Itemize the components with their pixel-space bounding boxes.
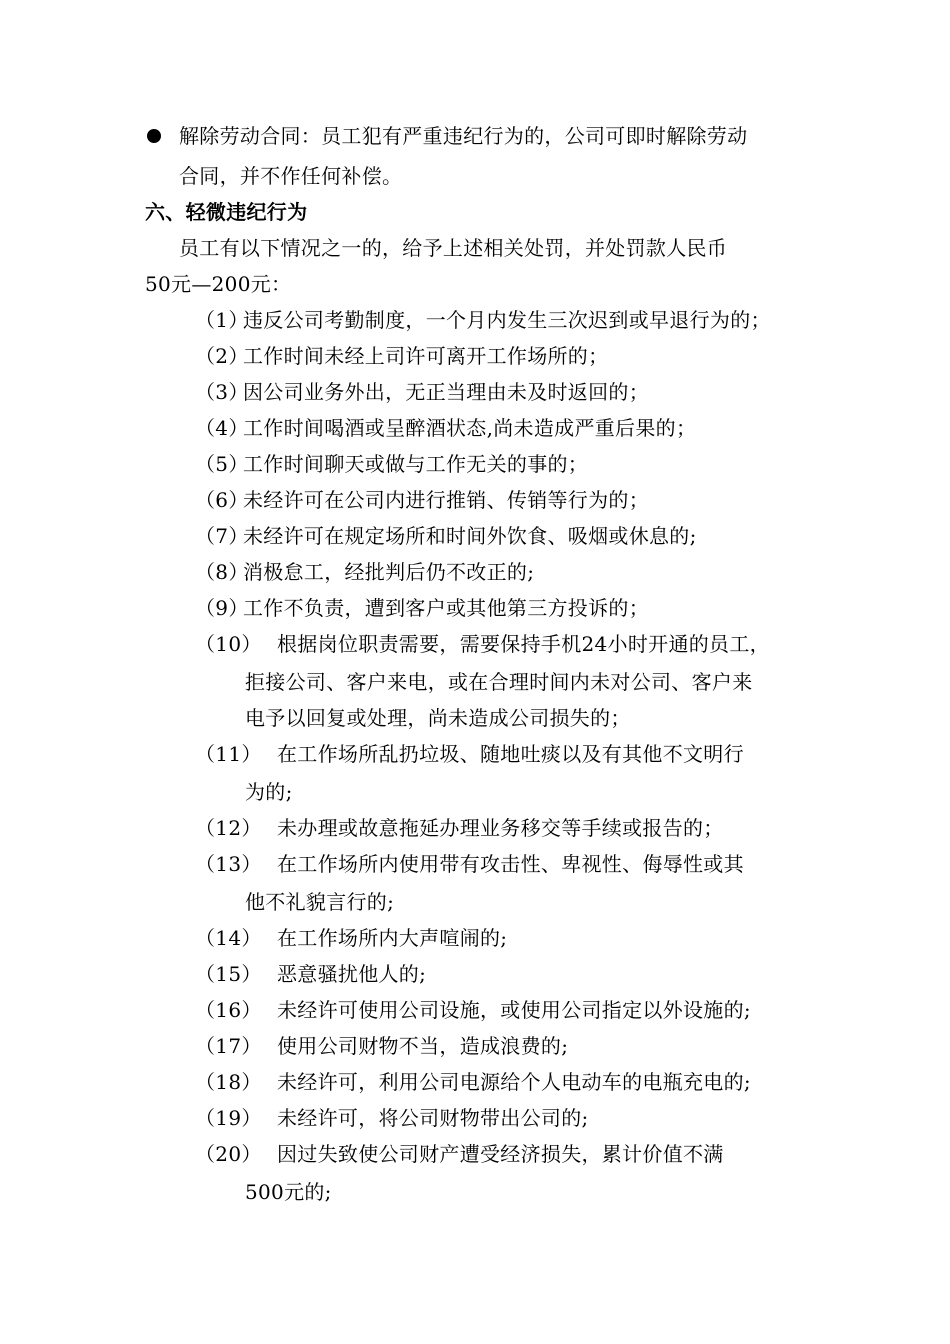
list-item (195, 308, 771, 332)
item-continuation: 500元的; (245, 1180, 332, 1204)
item-number: （20） (195, 1142, 262, 1166)
item-text: 未办理或故意拖延办理业务移交等手续或报告的； (277, 816, 724, 840)
item-continuation: 电予以回复或处理，尚未造成公司损失的； (245, 706, 631, 730)
item-number: （2） (195, 344, 249, 368)
item-continuation: 拒接公司、客户来电，或在合理时间内未对公司、客户来 (245, 670, 753, 694)
item-text: 工作时间喝酒或呈醉酒状态,尚未造成严重后果的； (243, 416, 697, 440)
item-text: 根据岗位职责需要，需要保持手机24小时开通的员工， (277, 632, 770, 656)
section-heading: 六、轻微违纪行为 (145, 200, 308, 224)
item-text: 未经许可使用公司设施，或使用公司指定以外设施的; (277, 998, 751, 1022)
item-number: （11） (195, 742, 262, 766)
item-text: 在工作场所乱扔垃圾、随地吐痰以及有其他不文明行 (277, 742, 744, 766)
list-item (195, 1106, 589, 1130)
item-text: 在工作场所内使用带有攻击性、卑视性、侮辱性或其 (277, 852, 744, 876)
list-item (195, 596, 649, 620)
item-number: （14） (195, 926, 262, 950)
item-text: 工作时间聊天或做与工作无关的事的； (243, 452, 589, 476)
section-intro-line-1: 员工有以下情况之一的，给予上述相关处罚，并处罚款人民币 (179, 236, 728, 260)
item-number: （18） (195, 1070, 262, 1094)
item-text: 未经许可在公司内进行推销、传销等行为的； (243, 488, 649, 512)
list-item (195, 452, 588, 476)
list-item (195, 524, 697, 548)
item-text: 未经许可在规定场所和时间外饮食、吸烟或休息的; (243, 524, 697, 548)
list-item (195, 380, 649, 404)
bullet-text-line-1: 解除劳动合同：员工犯有严重违纪行为的，公司可即时解除劳动 (179, 124, 748, 148)
list-item (195, 962, 426, 986)
item-text: 使用公司财物不当，造成浪费的; (277, 1034, 569, 1058)
item-number: （19） (195, 1106, 262, 1130)
item-number: （9） (195, 596, 249, 620)
item-number: （16） (195, 998, 262, 1022)
list-item (195, 1070, 751, 1094)
item-continuation: 为的; (245, 780, 293, 804)
item-number: （7） (195, 524, 249, 548)
item-text: 工作时间未经上司许可离开工作场所的； (243, 344, 609, 368)
item-number: （5） (195, 452, 249, 476)
item-text: 违反公司考勤制度，一个月内发生三次迟到或早退行为的； (243, 308, 771, 332)
item-number: （1） (195, 308, 249, 332)
item-number: （3） (195, 380, 249, 404)
list-item (195, 416, 696, 440)
item-number: （12） (195, 816, 262, 840)
item-number: （4） (195, 416, 249, 440)
item-number: （15） (195, 962, 262, 986)
item-text: 恶意骚扰他人的; (277, 962, 427, 986)
item-number: （8） (195, 560, 249, 584)
list-item (195, 998, 751, 1022)
list-item (195, 488, 649, 512)
item-text: 工作不负责，遭到客户或其他第三方投诉的； (243, 596, 649, 620)
item-text: 因公司业务外出，无正当理由未及时返回的； (243, 380, 649, 404)
item-number: （6） (195, 488, 249, 512)
list-item (195, 1034, 568, 1058)
list-item (195, 1142, 724, 1166)
item-text: 在工作场所内大声喧闹的; (277, 926, 508, 950)
item-number: （13） (195, 852, 262, 876)
list-item (195, 632, 770, 656)
list-item (195, 344, 608, 368)
list-item (195, 560, 534, 584)
item-text: 未经许可，利用公司电源给个人电动车的电瓶充电的; (277, 1070, 751, 1094)
item-number: （17） (195, 1034, 262, 1058)
bullet-text-line-2: 合同，并不作任何补偿。 (179, 164, 403, 188)
item-text: 未经许可，将公司财物带出公司的; (277, 1106, 589, 1130)
item-number: （10） (195, 632, 262, 656)
list-item (195, 926, 507, 950)
section-intro-line-2: 50元—200元： (145, 272, 292, 296)
item-text: 因过失致使公司财产遭受经济损失，累计价值不满 (277, 1142, 724, 1166)
item-text: 消极怠工，经批判后仍不改正的; (243, 560, 535, 584)
bullet-icon (147, 129, 161, 143)
list-item (195, 816, 724, 840)
list-item (195, 852, 744, 876)
list-item (195, 742, 744, 766)
item-continuation: 他不礼貌言行的; (245, 890, 395, 914)
